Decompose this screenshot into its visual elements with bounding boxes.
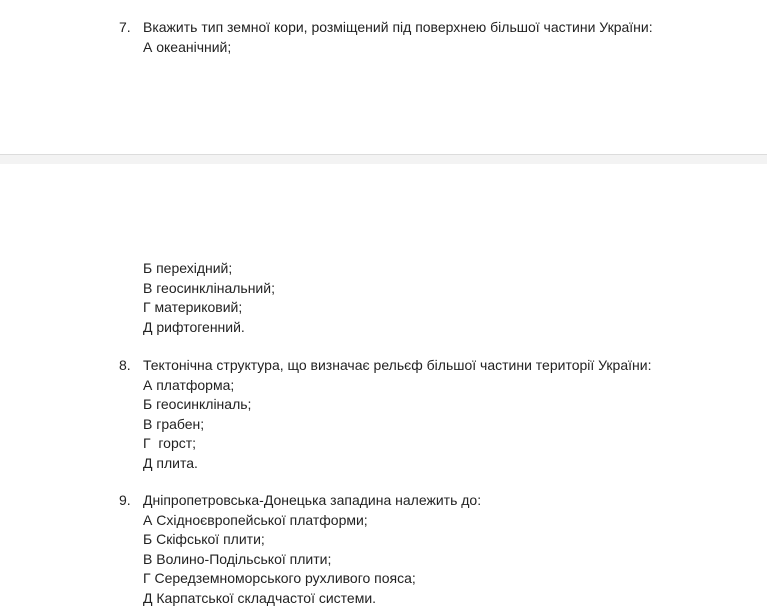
answer-option: Б геосинкліналь;: [143, 396, 252, 412]
question-text: Дніпропетровська-Донецька западина належить до:: [143, 492, 482, 508]
answer-option: А платформа;: [143, 376, 235, 393]
answer-option: Д рифтогенний.: [143, 318, 245, 335]
question-8: [119, 356, 651, 473]
question-7: [119, 18, 653, 57]
answer-option: Д Карпатської складчастої системи.: [143, 589, 377, 606]
question-text: Тектонічна структура, що визначає рельєф більшої частини території України:: [143, 357, 652, 373]
question-7-continued: [119, 259, 275, 337]
answer-option: Б перехідний;: [143, 260, 233, 276]
answer-option: А Східноєвропейської платформи;: [143, 511, 368, 528]
answer-option: Г материковий;: [143, 299, 243, 315]
answer-option: В грабен;: [143, 415, 205, 432]
answer-option: Г горст;: [143, 435, 197, 451]
answer-option: А океанічний;: [143, 38, 232, 55]
question-number: 7.: [119, 19, 131, 35]
answer-option: В Волино-Подільської плити;: [143, 550, 332, 567]
answer-option: Б Скіфської плити;: [143, 531, 265, 547]
question-9: [119, 491, 481, 608]
question-number: 8.: [119, 357, 131, 373]
answer-option: Д плита.: [143, 454, 198, 471]
question-text: Вкажить тип земної кори, розміщений під поверхнею більшої частини України:: [143, 19, 653, 35]
answer-option: Г Середземноморського рухливого пояса;: [143, 570, 416, 586]
question-number: 9.: [119, 492, 131, 508]
page-break: [0, 154, 767, 164]
answer-option: В геосинклінальний;: [143, 279, 275, 296]
